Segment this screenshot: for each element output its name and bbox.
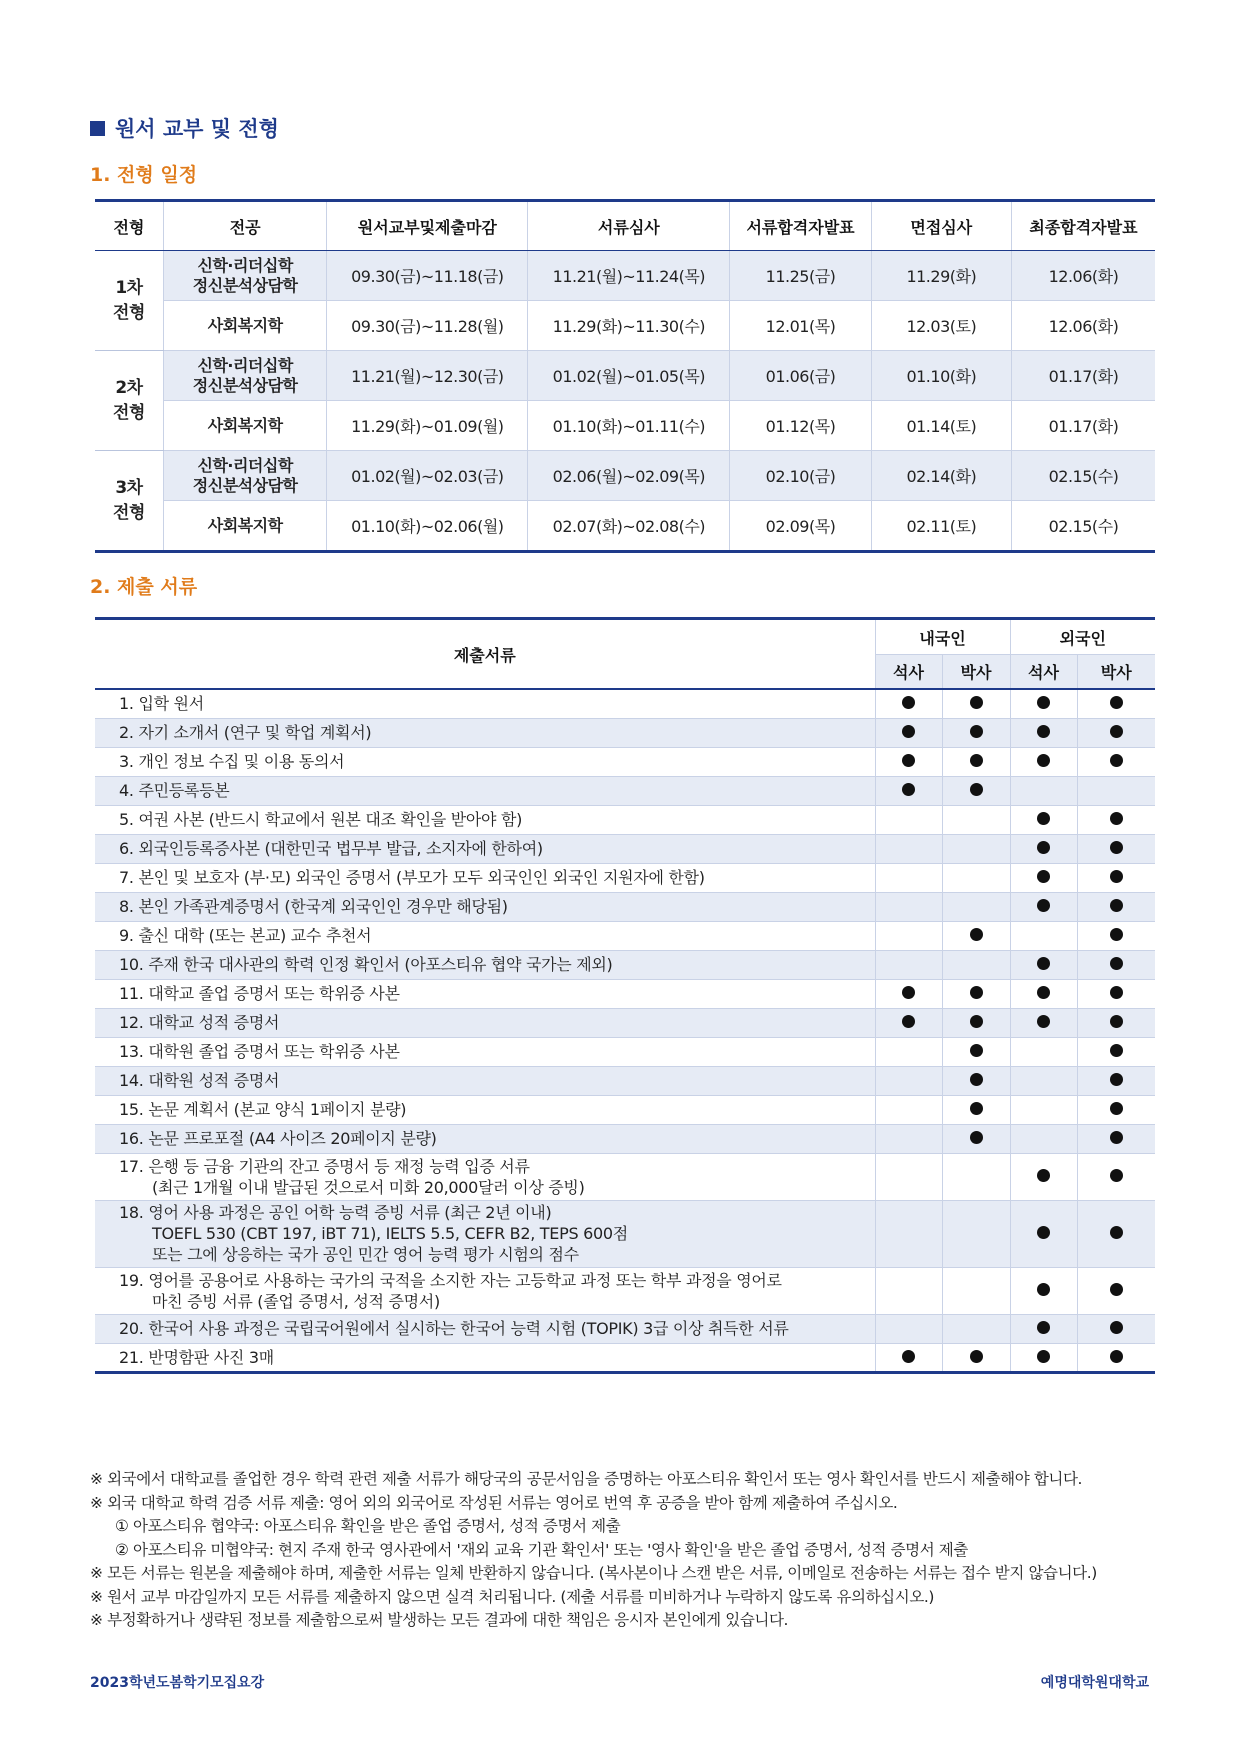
note-line: ※ 외국에서 대학교를 졸업한 경우 학력 관련 제출 서류가 해당국의 공문서임을 증명하는 아포스티유 확인서 또는 영사 확인서를 반드시 제출해야 합니다. (90, 1470, 1083, 1488)
mark-cell (1077, 950, 1155, 979)
document-row (95, 1314, 1155, 1343)
date-cell: 01.02(월)~01.05(목) (528, 351, 730, 401)
schedule-table (95, 199, 1155, 553)
document-name-line: TOEFL 530 (CBT 197, iBT 71), IELTS 5.5, CEFR B2, TEPS 600점 (152, 1224, 628, 1243)
required-dot-icon (902, 1015, 915, 1028)
required-dot-icon (1037, 870, 1050, 883)
mark-cell (942, 689, 1010, 718)
date-cell: 02.15(수) (1011, 451, 1155, 501)
header-cell: 전형 (95, 201, 163, 251)
required-dot-icon (1037, 841, 1050, 854)
document-row (95, 718, 1155, 747)
mark-cell (875, 1095, 942, 1124)
document-name (95, 1008, 875, 1037)
required-dot-icon (1037, 725, 1050, 738)
document-name-line: 6. 외국인등록증사본 (대한민국 법무부 발급, 소지자에 한하여) (119, 839, 543, 858)
mark-cell (1010, 776, 1077, 805)
required-dot-icon (1110, 928, 1123, 941)
required-dot-icon (970, 696, 983, 709)
required-dot-icon (902, 696, 915, 709)
document-row (95, 1267, 1155, 1314)
mark-cell (1077, 1314, 1155, 1343)
required-dot-icon (1037, 1283, 1050, 1296)
required-dot-icon (1110, 754, 1123, 767)
required-dot-icon (1110, 1073, 1123, 1086)
required-dot-icon (1110, 1169, 1123, 1182)
document-name-line: 마친 증빙 서류 (졸업 증명서, 성적 증명서) (152, 1291, 440, 1311)
document-name (95, 979, 875, 1008)
major-cell: 신학·리더십학 정신분석상담학 (163, 351, 326, 401)
document-name-line: 9. 출신 대학 (또는 본교) 교수 추천서 (119, 926, 372, 945)
date-cell: 09.30(금)~11.18(금) (327, 251, 528, 301)
header-group-foreign: 외국인 (1010, 619, 1155, 655)
document-name (95, 1200, 875, 1267)
mark-cell (942, 950, 1010, 979)
date-cell: 11.29(화) (871, 251, 1011, 301)
mark-cell (875, 1037, 942, 1066)
major-cell: 사회복지학 (163, 301, 326, 351)
mark-cell (1010, 747, 1077, 776)
note-line: ※ 부정확하거나 생략된 정보를 제출함으로써 발생하는 모든 결과에 대한 책임은 응시자 본인에게 있습니다. (90, 1611, 789, 1629)
mark-cell (1077, 1066, 1155, 1095)
mark-cell (1010, 950, 1077, 979)
required-dot-icon (1110, 899, 1123, 912)
mark-cell (1010, 1095, 1077, 1124)
required-dot-icon (1037, 986, 1050, 999)
mark-cell (942, 718, 1010, 747)
documents-header-row (95, 619, 1155, 655)
required-dot-icon (970, 754, 983, 767)
required-dot-icon (970, 928, 983, 941)
schedule-row (95, 351, 1155, 401)
mark-cell (875, 805, 942, 834)
document-row (95, 863, 1155, 892)
document-name-line: 10. 주재 한국 대사관의 학력 인정 확인서 (아포스티유 협약 국가는 제외) (119, 955, 613, 974)
date-cell: 01.10(화) (871, 351, 1011, 401)
required-dot-icon (1110, 1321, 1123, 1334)
mark-cell (1077, 1037, 1155, 1066)
mark-cell (875, 979, 942, 1008)
header-cell: 전공 (163, 201, 326, 251)
footer-right: 예명대학원대학교 (1040, 1675, 1149, 1691)
mark-cell (875, 1267, 942, 1314)
document-name (95, 1267, 875, 1314)
document-name-line: (최근 1개월 이내 발급된 것으로서 미화 20,000달러 이상 증빙) (152, 1177, 585, 1197)
mark-cell (1010, 979, 1077, 1008)
date-cell: 11.21(월)~12.30(금) (327, 351, 528, 401)
mark-cell (942, 1008, 1010, 1037)
mark-cell (942, 1066, 1010, 1095)
schedule-header-row (95, 201, 1155, 251)
mark-cell (1077, 1343, 1155, 1372)
required-dot-icon (1110, 1102, 1123, 1115)
mark-cell (875, 1200, 942, 1267)
required-dot-icon (1110, 870, 1123, 883)
date-cell: 02.06(월)~02.09(목) (528, 451, 730, 501)
document-row (95, 1124, 1155, 1153)
document-name-line: 21. 반명함판 사진 3매 (119, 1347, 274, 1367)
document-name (95, 1095, 875, 1124)
date-cell: 01.17(화) (1011, 351, 1155, 401)
required-dot-icon (970, 1131, 983, 1144)
document-name (95, 1066, 875, 1095)
required-dot-icon (1110, 986, 1123, 999)
mark-cell (1010, 921, 1077, 950)
schedule-row (95, 501, 1155, 552)
mark-cell (942, 805, 1010, 834)
header-group-domestic: 내국인 (875, 619, 1010, 655)
mark-cell (1010, 1008, 1077, 1037)
mark-cell (875, 747, 942, 776)
document-row (95, 1153, 1155, 1200)
document-row (95, 950, 1155, 979)
mark-cell (942, 776, 1010, 805)
mark-cell (875, 921, 942, 950)
mark-cell (875, 863, 942, 892)
date-cell: 01.10(화)~02.06(월) (327, 501, 528, 552)
required-dot-icon (970, 1015, 983, 1028)
document-name-line: 19. 영어를 공용어로 사용하는 국가의 국적을 소지한 자는 고등학교 과정 또는 학부 과정을 영어로 (119, 1270, 782, 1290)
schedule-row (95, 301, 1155, 351)
date-cell: 11.29(화)~01.09(월) (327, 401, 528, 451)
document-row (95, 1343, 1155, 1372)
document-name (95, 950, 875, 979)
required-dot-icon (970, 986, 983, 999)
mark-cell (1010, 1066, 1077, 1095)
mark-cell (1010, 1267, 1077, 1314)
mark-cell (1010, 689, 1077, 718)
mark-cell (875, 1314, 942, 1343)
mark-cell (875, 718, 942, 747)
note-line: ※ 원서 교부 마감일까지 모든 서류를 제출하지 않으면 실격 처리됩니다. (제출 서류를 미비하거나 누락하지 않도록 유의하십시오.) (90, 1587, 935, 1606)
document-row (95, 834, 1155, 863)
required-dot-icon (1037, 1169, 1050, 1182)
header-cell: 최종합격자발표 (1011, 201, 1155, 251)
major-cell: 사회복지학 (163, 401, 326, 451)
notes (90, 1468, 1170, 1633)
document-name-line: 2. 자기 소개서 (연구 및 학업 계획서) (119, 723, 372, 742)
date-cell: 11.25(금) (730, 251, 871, 301)
document-name-line: 14. 대학원 성적 증명서 (119, 1071, 280, 1090)
document-name (95, 921, 875, 950)
date-cell: 02.11(토) (871, 501, 1011, 552)
document-row (95, 805, 1155, 834)
mark-cell (875, 892, 942, 921)
mark-cell (942, 863, 1010, 892)
schedule-row (95, 451, 1155, 501)
mark-cell (1077, 718, 1155, 747)
document-row (95, 776, 1155, 805)
header-cell: 석사 (875, 655, 942, 690)
mark-cell (1010, 805, 1077, 834)
required-dot-icon (970, 783, 983, 796)
document-name (95, 892, 875, 921)
mark-cell (942, 1124, 1010, 1153)
mark-cell (942, 1095, 1010, 1124)
mark-cell (1010, 863, 1077, 892)
document-name (95, 1037, 875, 1066)
date-cell: 02.14(화) (871, 451, 1011, 501)
mark-cell (1077, 979, 1155, 1008)
mark-cell (1010, 892, 1077, 921)
mark-cell (1010, 1314, 1077, 1343)
document-row (95, 689, 1155, 718)
date-cell: 01.10(화)~01.11(수) (528, 401, 730, 451)
required-dot-icon (1110, 841, 1123, 854)
date-cell: 12.03(토) (871, 301, 1011, 351)
document-name (95, 805, 875, 834)
document-name (95, 689, 875, 718)
section-title (90, 113, 279, 143)
documents-table (95, 617, 1155, 1374)
document-name-line: 17. 은행 등 금융 기관의 잔고 증명서 등 재정 능력 입증 서류 (119, 1156, 530, 1176)
document-name-line: 16. 논문 프로포절 (A4 사이즈 20페이지 분량) (119, 1129, 437, 1148)
mark-cell (1010, 1124, 1077, 1153)
document-row (95, 747, 1155, 776)
header-cell: 서류심사 (528, 201, 730, 251)
major-cell: 신학·리더십학 정신분석상담학 (163, 251, 326, 301)
document-name-line: 4. 주민등록등본 (119, 781, 230, 800)
date-cell: 12.06(화) (1011, 251, 1155, 301)
square-bullet-icon (90, 121, 105, 136)
required-dot-icon (1037, 1321, 1050, 1334)
mark-cell (1010, 718, 1077, 747)
document-name-line: 15. 논문 계획서 (본교 양식 1페이지 분량) (119, 1100, 407, 1119)
mark-cell (1077, 863, 1155, 892)
note-line: ※ 모든 서류는 원본을 제출해야 하며, 제출한 서류는 일체 반환하지 않습니다. (복사본이나 스캔 받은 서류, 이메일로 전송하는 서류는 접수 받지 않습니다.) (90, 1564, 1097, 1582)
document-name-line: 12. 대학교 성적 증명서 (119, 1013, 280, 1032)
mark-cell (942, 979, 1010, 1008)
round-cell: 2차 전형 (95, 351, 163, 451)
header-cell: 제출서류 (95, 619, 875, 690)
header-cell: 박사 (1077, 655, 1155, 690)
mark-cell (1077, 1153, 1155, 1200)
required-dot-icon (1037, 754, 1050, 767)
mark-cell (875, 1343, 942, 1372)
date-cell: 01.06(금) (730, 351, 871, 401)
mark-cell (1077, 892, 1155, 921)
date-cell: 01.12(목) (730, 401, 871, 451)
date-cell: 12.01(목) (730, 301, 871, 351)
document-row (95, 1037, 1155, 1066)
document-name (95, 776, 875, 805)
documents-title: 2. 제출 서류 (90, 576, 198, 598)
required-dot-icon (1110, 812, 1123, 825)
date-cell: 02.15(수) (1011, 501, 1155, 552)
mark-cell (875, 776, 942, 805)
major-cell: 신학·리더십학 정신분석상담학 (163, 451, 326, 501)
mark-cell (1010, 834, 1077, 863)
required-dot-icon (1110, 957, 1123, 970)
mark-cell (1077, 1095, 1155, 1124)
mark-cell (875, 1066, 942, 1095)
mark-cell (1010, 1153, 1077, 1200)
mark-cell (942, 1267, 1010, 1314)
document-row (95, 979, 1155, 1008)
document-name-line: 20. 한국어 사용 과정은 국립국어원에서 실시하는 한국어 능력 시험 (TOPIK) 3급 이상 취득한 서류 (119, 1319, 789, 1338)
mark-cell (942, 1200, 1010, 1267)
date-cell: 11.21(월)~11.24(목) (528, 251, 730, 301)
header-cell: 면접심사 (871, 201, 1011, 251)
document-name (95, 1124, 875, 1153)
mark-cell (875, 950, 942, 979)
document-name-line: 18. 영어 사용 과정은 공인 어학 능력 증빙 서류 (최근 2년 이내) (119, 1203, 552, 1222)
mark-cell (875, 689, 942, 718)
date-cell: 09.30(금)~11.28(월) (327, 301, 528, 351)
date-cell: 02.07(화)~02.08(수) (528, 501, 730, 552)
mark-cell (942, 1153, 1010, 1200)
document-name-line: 11. 대학교 졸업 증명서 또는 학위증 사본 (119, 984, 400, 1003)
document-name-line: 8. 본인 가족관계증명서 (한국계 외국인인 경우만 해당됨) (119, 897, 508, 916)
mark-cell (875, 1153, 942, 1200)
required-dot-icon (1110, 1131, 1123, 1144)
date-cell: 01.17(화) (1011, 401, 1155, 451)
required-dot-icon (1037, 899, 1050, 912)
required-dot-icon (902, 783, 915, 796)
required-dot-icon (970, 1102, 983, 1115)
date-cell: 12.06(화) (1011, 301, 1155, 351)
required-dot-icon (1037, 1350, 1050, 1363)
document-name (95, 863, 875, 892)
document-row (95, 1066, 1155, 1095)
required-dot-icon (1110, 1283, 1123, 1296)
schedule-row (95, 251, 1155, 301)
mark-cell (942, 1343, 1010, 1372)
date-cell: 01.02(월)~02.03(금) (327, 451, 528, 501)
mark-cell (1077, 776, 1155, 805)
required-dot-icon (902, 1350, 915, 1363)
required-dot-icon (902, 986, 915, 999)
mark-cell (875, 1124, 942, 1153)
date-cell: 01.14(토) (871, 401, 1011, 451)
mark-cell (1077, 747, 1155, 776)
required-dot-icon (970, 725, 983, 738)
mark-cell (1077, 1008, 1155, 1037)
document-name (95, 1314, 875, 1343)
required-dot-icon (1110, 725, 1123, 738)
date-cell: 02.09(목) (730, 501, 871, 552)
document-name-line: 7. 본인 및 보호자 (부·모) 외국인 증명서 (부모가 모두 외국인인 외국인 지원자에 한함) (119, 868, 705, 887)
required-dot-icon (970, 1073, 983, 1086)
document-row (95, 1095, 1155, 1124)
required-dot-icon (1110, 1015, 1123, 1028)
document-name-line: 13. 대학원 졸업 증명서 또는 학위증 사본 (119, 1042, 400, 1061)
required-dot-icon (1037, 696, 1050, 709)
mark-cell (1077, 689, 1155, 718)
header-cell: 원서교부및제출마감 (327, 201, 528, 251)
required-dot-icon (970, 1350, 983, 1363)
document-name (95, 1153, 875, 1200)
document-name (95, 834, 875, 863)
mark-cell (942, 921, 1010, 950)
document-name-line: 5. 여권 사본 (반드시 학교에서 원본 대조 확인을 받아야 함) (119, 810, 523, 829)
mark-cell (942, 1314, 1010, 1343)
document-name (95, 718, 875, 747)
note-line: ② 아포스티유 미협약국: 현지 주재 한국 영사관에서 '재외 교육 기관 확인서' 또는 '영사 확인'을 받은 졸업 증명서, 성적 증명서 제출 (115, 1540, 968, 1559)
mark-cell (942, 892, 1010, 921)
required-dot-icon (1110, 1044, 1123, 1057)
required-dot-icon (1110, 1350, 1123, 1363)
header-cell: 석사 (1010, 655, 1077, 690)
section-title-text: 원서 교부 및 전형 (115, 117, 279, 141)
major-cell: 사회복지학 (163, 501, 326, 552)
mark-cell (1077, 805, 1155, 834)
required-dot-icon (1037, 812, 1050, 825)
mark-cell (1010, 1037, 1077, 1066)
required-dot-icon (1037, 1015, 1050, 1028)
required-dot-icon (1037, 957, 1050, 970)
header-cell: 박사 (942, 655, 1010, 690)
document-row (95, 892, 1155, 921)
mark-cell (942, 1037, 1010, 1066)
mark-cell (875, 834, 942, 863)
required-dot-icon (970, 1044, 983, 1057)
schedule-title: 1. 전형 일정 (90, 164, 198, 186)
mark-cell (1077, 921, 1155, 950)
document-name-line: 또는 그에 상응하는 국가 공인 민간 영어 능력 평가 시험의 점수 (152, 1245, 579, 1264)
schedule-row (95, 401, 1155, 451)
mark-cell (1077, 834, 1155, 863)
document-row (95, 1008, 1155, 1037)
document-name (95, 747, 875, 776)
note-line: ① 아포스티유 협약국: 아포스티유 확인을 받은 졸업 증명서, 성적 증명서 제출 (115, 1517, 621, 1535)
mark-cell (1077, 1200, 1155, 1267)
document-name-line: 3. 개인 정보 수집 및 이용 동의서 (119, 752, 345, 771)
date-cell: 02.10(금) (730, 451, 871, 501)
date-cell: 11.29(화)~11.30(수) (528, 301, 730, 351)
mark-cell (1077, 1124, 1155, 1153)
document-row (95, 921, 1155, 950)
note-line: ※ 외국 대학교 학력 검증 서류 제출: 영어 외의 외국어로 작성된 서류는 영어로 번역 후 공증을 받아 함께 제출하여 주십시오. (90, 1493, 898, 1512)
mark-cell (942, 747, 1010, 776)
document-name-line: 1. 입학 원서 (119, 694, 204, 714)
round-cell: 3차 전형 (95, 451, 163, 552)
mark-cell (1010, 1200, 1077, 1267)
required-dot-icon (1037, 1226, 1050, 1239)
mark-cell (942, 834, 1010, 863)
round-cell: 1차 전형 (95, 251, 163, 351)
required-dot-icon (902, 725, 915, 738)
required-dot-icon (902, 754, 915, 767)
document-name (95, 1343, 875, 1372)
footer-left: 2023학년도봄학기모집요강 (90, 1675, 265, 1691)
mark-cell (1077, 1267, 1155, 1314)
document-row (95, 1200, 1155, 1267)
required-dot-icon (1110, 696, 1123, 709)
mark-cell (875, 1008, 942, 1037)
required-dot-icon (1110, 1226, 1123, 1239)
mark-cell (1010, 1343, 1077, 1372)
header-cell: 서류합격자발표 (730, 201, 871, 251)
